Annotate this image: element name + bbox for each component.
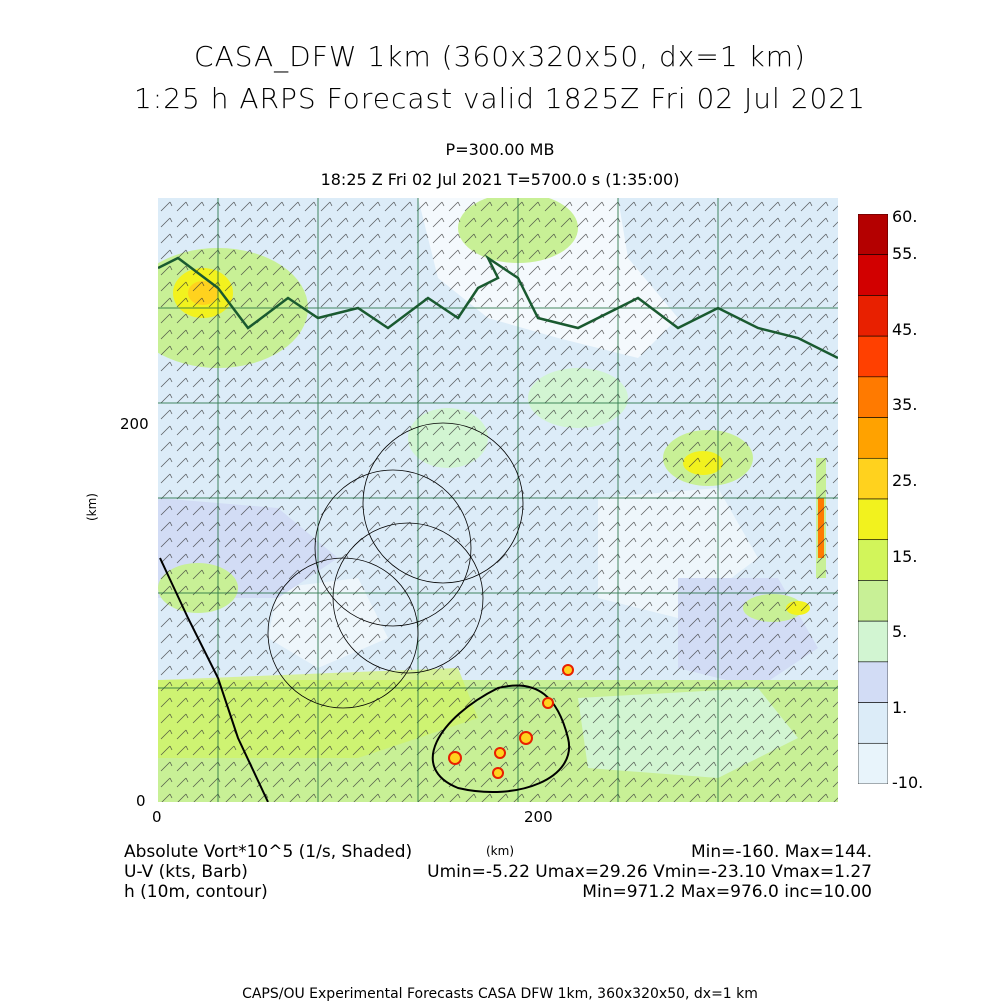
colorbar-label-60: 60. [892, 207, 918, 226]
colorbar-swatch [858, 743, 888, 784]
colorbar-label-45: 45. [892, 320, 918, 339]
y-axis-label: (km) [85, 492, 100, 522]
colorbar-label-55: 55. [892, 244, 918, 263]
colorbar-swatch [858, 621, 888, 662]
x-tick-200: 200 [524, 808, 553, 826]
colorbar-swatch [858, 540, 888, 581]
colorbar-label-1: 1. [892, 698, 908, 717]
colorbar-label-minus10: -10. [892, 773, 924, 792]
pressure-level-label: P=300.00 MB [445, 140, 555, 159]
colorbar-swatch [858, 255, 888, 296]
colorbar-swatch [858, 662, 888, 703]
x-tick-0: 0 [152, 808, 162, 826]
stats-vorticity: Min=-160. Max=144. [690, 842, 872, 862]
legend-field-wind: U-V (kts, Barb) [124, 862, 248, 882]
stats-wind: Umin=-5.22 Umax=29.26 Vmin=-23.10 Vmax=1.27 [427, 862, 872, 882]
colorbar-swatch [858, 377, 888, 418]
legend-field-height: h (10m, contour) [124, 882, 268, 902]
color-bar [858, 214, 888, 784]
y-tick-200: 200 [120, 415, 149, 433]
colorbar-swatch [858, 499, 888, 540]
colorbar-swatch [858, 295, 888, 336]
title-line-2: 1:25 h ARPS Forecast valid 1825Z Fri 02 Jul 2021 [133, 82, 866, 115]
colorbar-swatch [858, 214, 888, 255]
valid-time-label: 18:25 Z Fri 02 Jul 2021 T=5700.0 s (1:35:00) [320, 170, 680, 189]
colorbar-swatch [858, 580, 888, 621]
colorbar-label-15: 15. [892, 547, 918, 566]
colorbar-swatch [858, 336, 888, 377]
map-plot [158, 198, 838, 802]
title-line-1: CASA_DFW 1km (360x320x50, dx=1 km) [194, 40, 806, 73]
legend-field-vorticity: Absolute Vort*10^5 (1/s, Shaded) [124, 842, 413, 862]
colorbar-swatch [858, 418, 888, 459]
y-tick-0: 0 [136, 792, 146, 810]
colorbar-label-35: 35. [892, 395, 918, 414]
stats-height: Min=971.2 Max=976.0 inc=10.00 [582, 882, 872, 902]
colorbar-swatch [858, 458, 888, 499]
colorbar-swatch [858, 703, 888, 744]
footer-credit: CAPS/OU Experimental Forecasts CASA DFW 1km, 360x320x50, dx=1 km [242, 986, 758, 1002]
colorbar-label-5: 5. [892, 622, 908, 641]
colorbar-label-25: 25. [892, 471, 918, 490]
x-axis-label: (km) [486, 844, 515, 858]
